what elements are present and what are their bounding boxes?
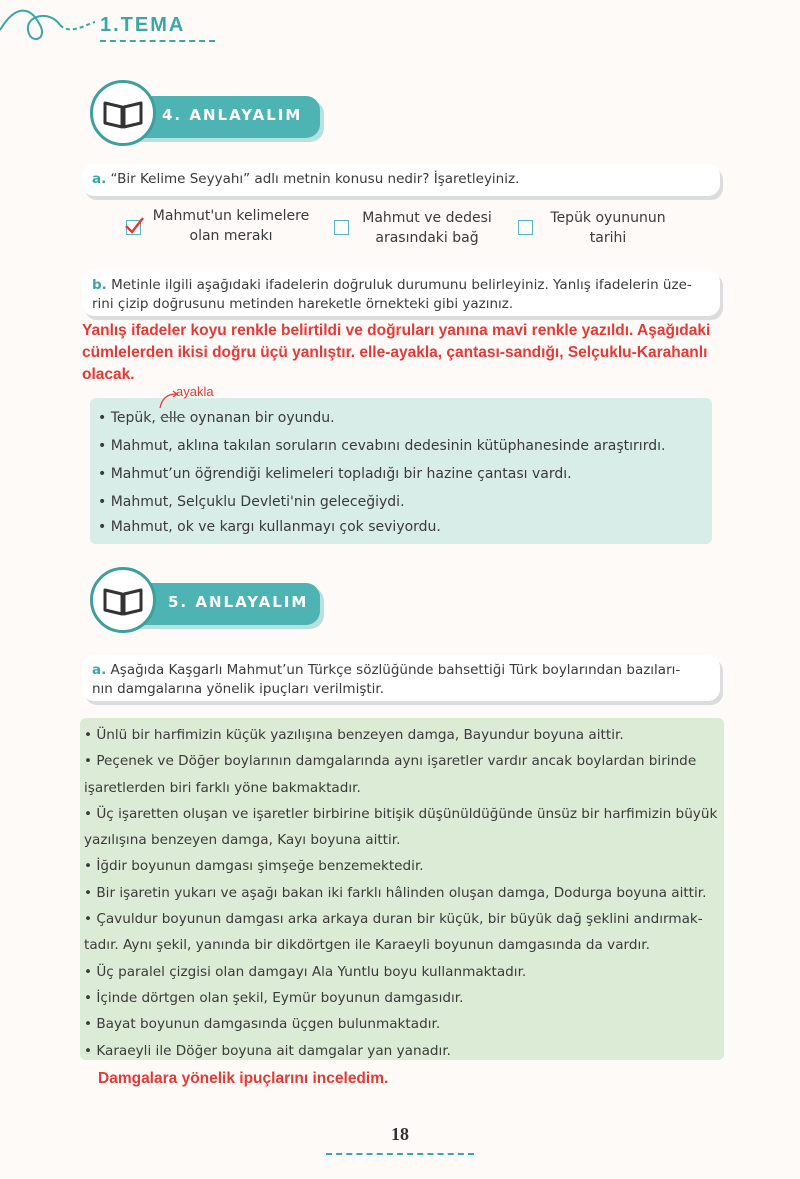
clue-line: • Üç paralel çizgisi olan damgayı Ala Yuntlu boyu kullanmaktadır. <box>84 963 527 980</box>
checkbox-choice-3[interactable] <box>518 220 533 235</box>
checkmark-icon <box>122 214 146 238</box>
statement-2: • Mahmut’un öğrendiği kelimeleri topladığı bir hazine çantası vardı. <box>98 466 572 482</box>
answer-note-1: Yanlış ifadeler koyu renkle belirtildi ve doğruları yanına mavi renkle yazıldı. Aşağıdaki cümlelerden ikisi doğru üçü yanlıştır. elle-ayakla, çantası-sandığı, Selçuklu-Karahanlı olacak. <box>82 322 711 383</box>
question-a-box <box>82 164 720 196</box>
choice-1-label: Mahmut'un kelimelere olan merakı <box>152 208 310 244</box>
header-ornament <box>0 0 110 50</box>
correction-arrow-icon <box>158 390 180 410</box>
clues-list <box>84 722 717 1064</box>
answer-note-2: Damgalara yönelik ipuçlarını inceledim. <box>98 1070 389 1087</box>
theme-label: 1.TEMA <box>100 14 186 36</box>
book-icon-badge <box>90 80 156 146</box>
question-letter: b. <box>92 277 107 293</box>
clue-line: • Üç işaretten oluşan ve işaretler birbirine bitişik düşünüldüğünde ünsüz bir harfimizin büyük <box>84 805 718 822</box>
clue-line: işaretlerden biri farklı yöne bakmaktadır. <box>84 779 361 796</box>
footer-dashed-line <box>326 1153 474 1155</box>
clue-line: • Bayat boyunun damgasında üçgen bulunmaktadır. <box>84 1016 441 1033</box>
clue-line: tadır. Aynı şekil, yanında bir dikdörtgen ile Karaeyli boyunun damgasında da vardır. <box>84 937 650 954</box>
choice-3-label: Tepük oyununun tarihi <box>550 210 666 246</box>
clue-line: • Karaeyli ile Döğer boyuna ait damgalar yan yanadır. <box>84 1042 451 1059</box>
checkbox-choice-2[interactable] <box>334 220 349 235</box>
clue-line: yazılışına benzeyen damga, Kayı boyuna aittir. <box>84 832 401 849</box>
clue-line: • Bir işaretin yukarı ve aşağı bakan iki farklı hâlinden oluşan damga, Dodurga boyuna aittir. <box>84 884 707 901</box>
statement-1: • Mahmut, aklına takılan soruların cevabını dedesinin kütüphanesinde araştırırdı. <box>98 438 666 454</box>
clue-line: • İğdir boyunun damgası şimşeğe benzemektedir. <box>84 858 424 875</box>
question-b-line-1: Metinle ilgili aşağıdaki ifadelerin doğruluk durumunu belirleyiniz. Yanlış ifadelerin üze- <box>111 277 692 293</box>
clue-line: • İçinde dörtgen olan şekil, Eymür boyunun damgasıdır. <box>84 989 464 1006</box>
question-5a-line-1: Aşağıda Kaşgarlı Mahmut’un Türkçe sözlüğünde bahsettiği Türk boylarından bazıları- <box>110 662 681 678</box>
page-number: 18 <box>391 1124 409 1144</box>
statement-4: • Mahmut, ok ve kargı kullanmayı çok seviyordu. <box>98 519 441 535</box>
theme-underline <box>100 40 215 42</box>
question-5a-box <box>82 655 720 701</box>
struck-word: elle <box>160 410 186 426</box>
question-b-line-2: rini çizip doğrusunu metinden hareketle örnekteki gibi yazınız. <box>92 296 514 312</box>
book-icon-badge <box>90 567 156 633</box>
question-letter: a. <box>92 171 107 187</box>
section-5-title: 5. ANLAYALIM <box>168 593 309 611</box>
question-letter: a. <box>92 662 107 678</box>
correction-text: ayakla <box>176 384 214 399</box>
open-book-icon <box>93 570 153 630</box>
choice-2-label: Mahmut ve dedesi arasındaki bağ <box>362 210 492 246</box>
clue-line: • Peçenek ve Döğer boylarının damgalarında aynı işaretler vardır ancak boylardan birinde <box>84 753 697 770</box>
section-4-title: 4. ANLAYALIM <box>162 106 303 124</box>
statement-3: • Mahmut, Selçuklu Devleti'nin geleceğiydi. <box>98 494 405 510</box>
open-book-icon <box>93 83 153 143</box>
clue-line: • Çavuldur boyunun damgası arka arkaya duran bir küçük, bir büyük dağ şeklini andırmak- <box>84 911 703 928</box>
question-5a-line-2: nın damgalarına yönelik ipuçları verilmiştir. <box>92 681 384 697</box>
statement-example: • Tepük, elle oynanan bir oyundu. <box>98 410 335 426</box>
clue-line: • Ünlü bir harfimizin küçük yazılışına benzeyen damga, Bayundur boyuna aittir. <box>84 727 624 743</box>
question-text: “Bir Kelime Seyyahı” adlı metnin konusu nedir? İşaretleyiniz. <box>110 171 520 187</box>
question-b-box <box>82 270 720 316</box>
